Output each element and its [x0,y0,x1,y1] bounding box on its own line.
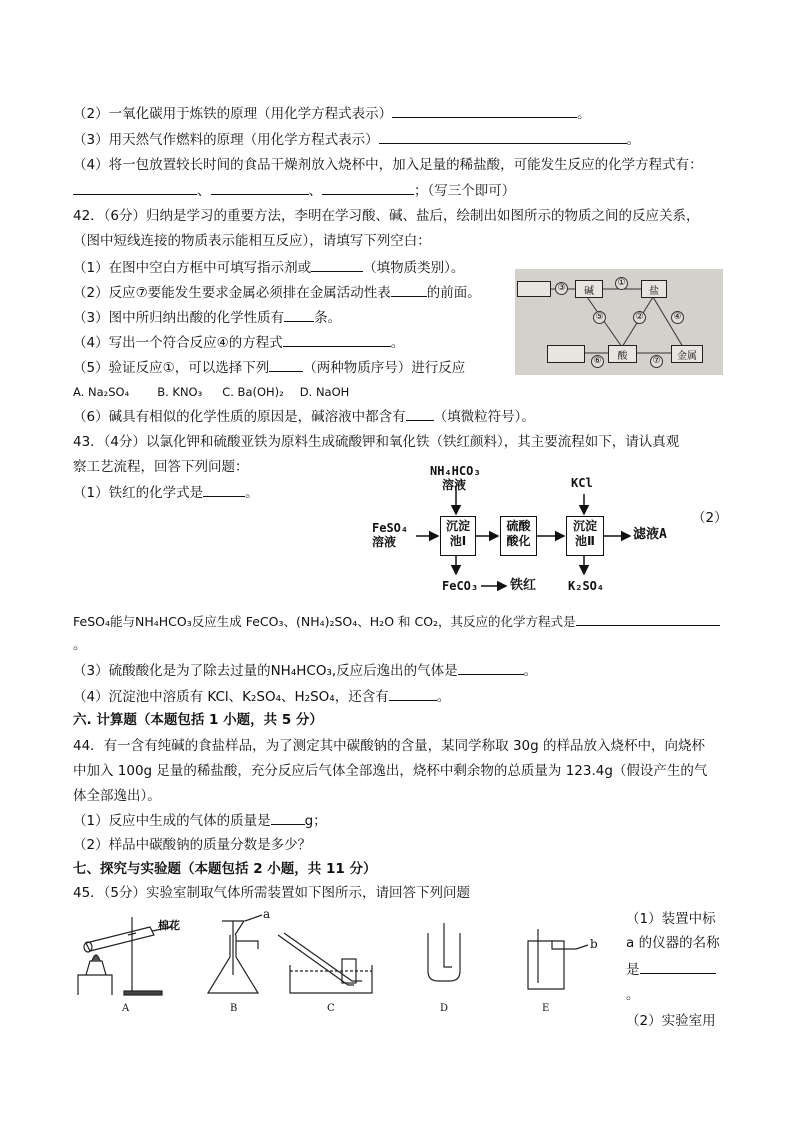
q42-intro-2: （图中短线连接的物质表示能相互反应），请填写下列空白： [73,233,431,249]
q45-right-3: 是 [626,960,716,979]
q42-sub6: （6）碱具有相似的化学性质的原因是，碱溶液中都含有 （填微粒符号）。 [73,409,535,425]
reaction-num-2: ② [633,311,646,324]
reaction-num-6: ⑥ [591,355,604,368]
q42-sub2: （2）反应⑦要能发生要求金属必须排在金属活动性表 的前面。 [73,285,481,301]
feed-feso4: FeSO₄ [372,521,409,535]
q45-right-1: （1）装置中标 [626,911,716,927]
q43-sub2-end: 。 [73,637,87,653]
q41-part4: （4）将一包放置较长时间的食品干燥剂放入烧杯中，加入足量的稀盐酸，可能发生反应的化学方程式有： [73,157,703,173]
answer-blank[interactable] [283,333,391,347]
blank-box-top [517,281,551,297]
feed-solution-label: 溶液 [372,535,397,549]
q42-options [73,383,349,401]
q43-intro-2: 察工艺流程，回答下列问题： [73,459,249,475]
reagent-kcl: KCl [571,476,593,490]
q43-sub2-text: FeSO₄能与NH₄HCO₃反应生成 FeCO₃、(NH₄)₂SO₄、H₂O 和 CO₂，其反应的化学方程式是 [73,612,720,631]
section-7-title: 七、探究与实验题（本题包括 2 小题，共 11 分） [73,861,377,877]
q42-intro-1: 42．（6分）归纳是学习的重要方法，李明在学习酸、碱、盐后，绘制出如图所示的物质之间的反应关系， [73,208,700,224]
acidification-box: 硫酸 酸化 [500,516,537,556]
answer-blank[interactable] [73,181,197,195]
answer-blank[interactable] [406,407,434,421]
product-iron-red: 铁红 [510,578,537,593]
q43-sub4: （4）沉淀池中溶质有 KCl、K₂SO₄、H₂SO₄，还含有 。 [73,689,451,705]
answer-blank[interactable] [391,283,427,297]
lab-apparatus-figure [72,905,617,1017]
reaction-num-3: ③ [555,282,568,295]
option-d[interactable]: D. NaOH [299,385,350,399]
reagent-nh4hco3: NH₄HCO₃ [430,464,481,478]
box-acid: 酸 [608,345,637,363]
answer-blank[interactable] [640,960,716,974]
answer-blank[interactable] [311,258,363,272]
q42-sub5: （5）验证反应①，可以选择下列 （两种物质序号）进行反应 [73,360,466,376]
filtrate-a: 滤液A [633,527,667,542]
answer-blank[interactable] [269,358,303,372]
precipitation-pool-1: 沉淀 池Ⅰ [440,516,476,556]
apparatus-label-e: E [542,1003,550,1014]
answer-blank[interactable] [284,308,314,322]
box-metal: 金属 [671,345,703,363]
q44-line-1: 44．有一含有纯碱的食盐样品，为了测定其中碳酸钠的含量，某同学称取 30g 的样品放入烧杯中，向烧杯 [73,738,706,754]
reaction-num-4: ④ [671,311,684,324]
q43-sub3: （3）硫酸酸化是为了除去过量的NH₄HCO₃,反应后逸出的气体是 。 [73,663,538,679]
q45-right-2: a 的仪器的名称 [626,935,720,951]
option-c[interactable]: C. Ba(OH)₂ [222,385,284,399]
q42-sub3: （3）图中所归纳出酸的化学性质有 条。 [73,310,342,326]
q41-part3: （3）用天然气作燃料的原理（用化学方程式表示） 。 [73,132,641,148]
option-a[interactable]: A. Na₂SO₄ [73,385,130,399]
q43-sub2-label: （2） [692,510,728,526]
box-salt: 盐 [641,280,667,298]
product-feco3: FeCO₃ [442,579,479,593]
q44-sub1: （1）反应中生成的气体的质量是 g； [73,813,327,829]
q42-sub1: （1）在图中空白方框中可填写指示剂或 （填物质类别）。 [73,260,465,276]
answer-blank[interactable] [458,661,524,675]
answer-blank[interactable] [389,687,437,701]
apparatus-drawings [72,905,617,1017]
answer-blank[interactable] [203,483,245,497]
q42-sub4: （4）写出一个符合反应④的方程式 。 [73,335,405,351]
q43-sub1: （1）铁红的化学式是 。 [73,485,259,501]
answer-blank[interactable] [211,181,309,195]
process-flowchart [370,464,700,596]
option-b[interactable]: B. KNO₃ [157,385,203,399]
answer-blank[interactable] [271,811,305,825]
blank-box-bottom [547,345,585,363]
q43-intro-1: 43．（4分）以氯化钾和硫酸亚铁为原料生成硫酸钾和氧化铁（铁红颜料），其主要流程如下，请认真观 [73,434,680,450]
label-cotton: 棉花 [158,919,180,932]
label-a: a [263,907,271,921]
product-k2so4: K₂SO₄ [568,579,605,593]
apparatus-label-a: A [122,1003,130,1014]
label-b: b [590,937,598,951]
q45-intro: 45．（5分）实验室制取气体所需装置如下图所示，请回答下列问题 [73,885,471,901]
acid-base-salt-diagram [515,269,723,375]
answer-blank[interactable] [322,181,414,195]
precipitation-pool-2: 沉淀 池Ⅱ [566,516,604,556]
apparatus-label-b: B [230,1003,238,1014]
apparatus-label-c: C [327,1003,335,1014]
q44-line-2: 中加入 100g 足量的稀盐酸，充分反应后气体全部逸出，烧杯中剩余物的总质量为 123.4g（假设产生的气 [73,763,708,779]
q41-part4-blanks: 、 、 ；（写三个即可） [73,181,515,200]
q44-sub2: （2）样品中碳酸钠的质量分数是多少？ [73,837,312,853]
q45-right-4: 。 [626,987,640,1003]
answer-blank[interactable] [379,130,627,144]
q41-part2: （2）一氧化碳用于炼铁的原理（用化学方程式表示） 。 [73,106,591,122]
answer-blank[interactable] [392,104,577,118]
reaction-num-7: ⑦ [650,355,663,368]
reagent-solution-label: 溶液 [442,478,467,492]
reaction-num-5: ⑤ [593,311,606,324]
answer-blank[interactable] [576,612,720,626]
apparatus-label-d: D [440,1003,449,1014]
q45-right-5: （2）实验室用 [626,1013,716,1029]
q44-line-3: 体全部逸出）。 [73,788,161,804]
section-6-title: 六. 计算题（本题包括 1 小题，共 5 分） [73,712,323,728]
box-base: 碱 [575,280,603,298]
reaction-num-1: ① [615,277,628,290]
